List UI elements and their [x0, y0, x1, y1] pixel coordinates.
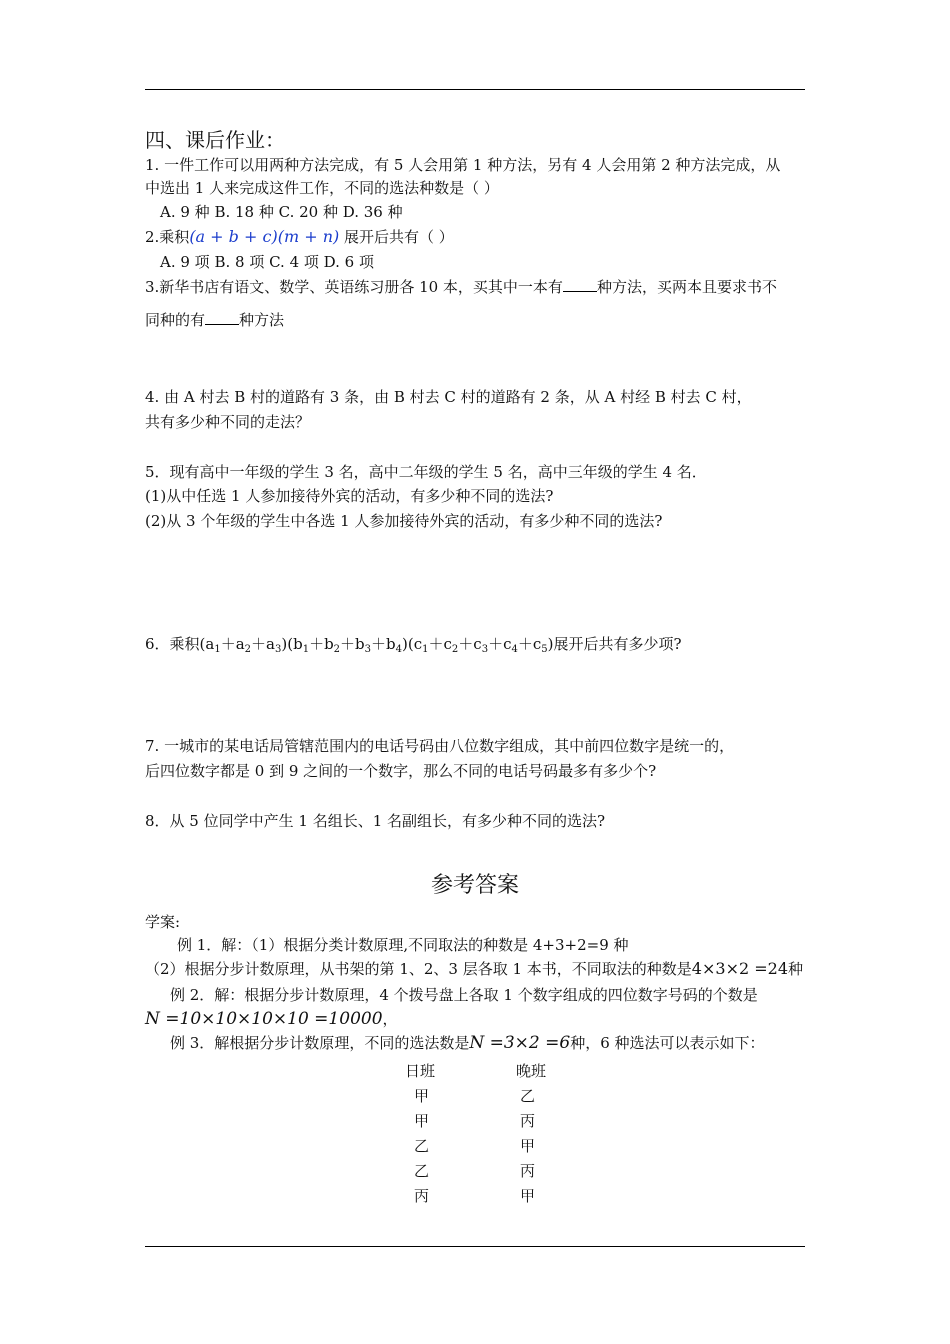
q1-options: A. 9 种 B. 18 种 C. 20 种 D. 36 种 — [160, 203, 403, 221]
table-cell: 甲 — [520, 1137, 536, 1155]
q2-line — [145, 227, 454, 247]
table-header-night: 晚班 — [516, 1062, 547, 1080]
q6-line — [145, 634, 682, 660]
table-cell: 丙 — [520, 1162, 536, 1180]
table-cell: 甲 — [414, 1112, 430, 1130]
table-cell: 丙 — [414, 1187, 430, 1205]
section-title: 四、课后作业： — [145, 128, 285, 152]
example2-line2 — [145, 1009, 398, 1029]
q2-suffix: 展开后共有（ ） — [344, 228, 454, 246]
q4-line1: 4. 由 A 村去 B 村的道路有 3 条，由 B 村去 C 村的道路有 2 条，从 A 村经 B 村去 C 村， — [145, 388, 752, 406]
example3-math: N =3×2 =6 — [469, 1033, 571, 1053]
q5-line2: (1)从中任选 1 人参加接待外宾的活动，有多少种不同的选法? — [145, 487, 554, 505]
answers-title: 参考答案 — [430, 873, 519, 898]
q3-part4: 种方法 — [239, 311, 285, 329]
example2-line1: 例 2．解：根据分步计数原理，4 个拨号盘上各取 1 个数字组成的四位数字号码的个数是 — [170, 986, 758, 1004]
table-cell: 甲 — [520, 1187, 536, 1205]
q7-line2: 后四位数字都是 0 到 9 之间的一个数字，那么不同的电话号码最多有多少个? — [145, 762, 657, 780]
q3-part3: 同种的有 — [145, 311, 206, 329]
q5-line3: (2)从 3 个年级的学生中各选 1 人参加接待外宾的活动，有多少种不同的选法? — [145, 512, 663, 530]
table-header-day: 日班 — [405, 1062, 436, 1080]
example3-end: 种，6 种选法可以表示如下： — [570, 1034, 765, 1052]
table-cell: 乙 — [414, 1162, 430, 1180]
example1-math: 4×3×2 =24 — [691, 959, 788, 978]
q1-line1: 1. 一件工作可以用两种方法完成，有 5 人会用第 1 种方法，另有 4 人会用第 2 种方法完成，从 — [145, 156, 781, 174]
table-cell: 丙 — [520, 1112, 536, 1130]
q3-blank2 — [205, 310, 239, 325]
q2-prefix: 2.乘积 — [145, 228, 190, 246]
q1-line2: 中选出 1 人来完成这件工作，不同的选法种数是（ ） — [145, 179, 499, 197]
q3-line1 — [145, 277, 777, 297]
answers-label: 学案: — [145, 913, 181, 931]
example1-line1: 例 1．解：（1）根据分类计数原理,不同取法的种数是 4+3+2=9 种 — [177, 936, 629, 954]
example1-unit: 种 — [788, 960, 804, 978]
top-divider — [145, 89, 805, 90]
q6-prefix: 6．乘积 — [145, 635, 200, 653]
bottom-divider — [145, 1246, 805, 1247]
example3-line — [170, 1033, 765, 1053]
example2-end: ， — [382, 1010, 398, 1028]
q5-line1: 5．现有高中一年级的学生 3 名，高中二年级的学生 5 名，高中三年级的学生 4 名． — [145, 463, 707, 481]
example3-text: 例 3．解根据分步计数原理，不同的选法数是 — [170, 1034, 470, 1052]
q3-line2 — [145, 310, 284, 330]
q3-part2: 种方法，买两本且要求书不 — [596, 278, 777, 296]
example1-text: （2）根据分步计数原理，从书架的第 1、2、3 层各取 1 本书，不同取法的种数是 — [145, 960, 692, 978]
example1-line2 — [145, 959, 803, 979]
q8-line1: 8．从 5 位同学中产生 1 名组长、1 名副组长，有多少种不同的选法? — [145, 812, 606, 830]
q7-line1: 7. 一城市的某电话局管辖范围内的电话号码由八位数字组成，其中前四位数字是统一的， — [145, 737, 735, 755]
table-cell: 乙 — [414, 1137, 430, 1155]
q3-blank1 — [563, 277, 597, 292]
q4-line2: 共有多少种不同的走法？ — [145, 413, 311, 431]
q6-expression: $(a_1+a_2+a_3)(b_1+b_2+b_3+b_4)(c_1+c_2+c_3+c_4+c_5)$ — [199, 635, 554, 655]
q3-part1: 3.新华书店有语文、数学、英语练习册各 10 本，买其中一本有 — [145, 278, 563, 296]
q6-suffix: 展开后共有多少项? — [553, 635, 682, 653]
table-cell: 甲 — [414, 1087, 430, 1105]
q2-expression: (a + b + c)(m + n) — [189, 227, 340, 246]
table-cell: 乙 — [520, 1087, 536, 1105]
q2-options: A. 9 项 B. 8 项 C. 4 项 D. 6 项 — [160, 253, 374, 271]
example2-math: N =10×10×10×10 =10000 — [145, 1009, 383, 1029]
